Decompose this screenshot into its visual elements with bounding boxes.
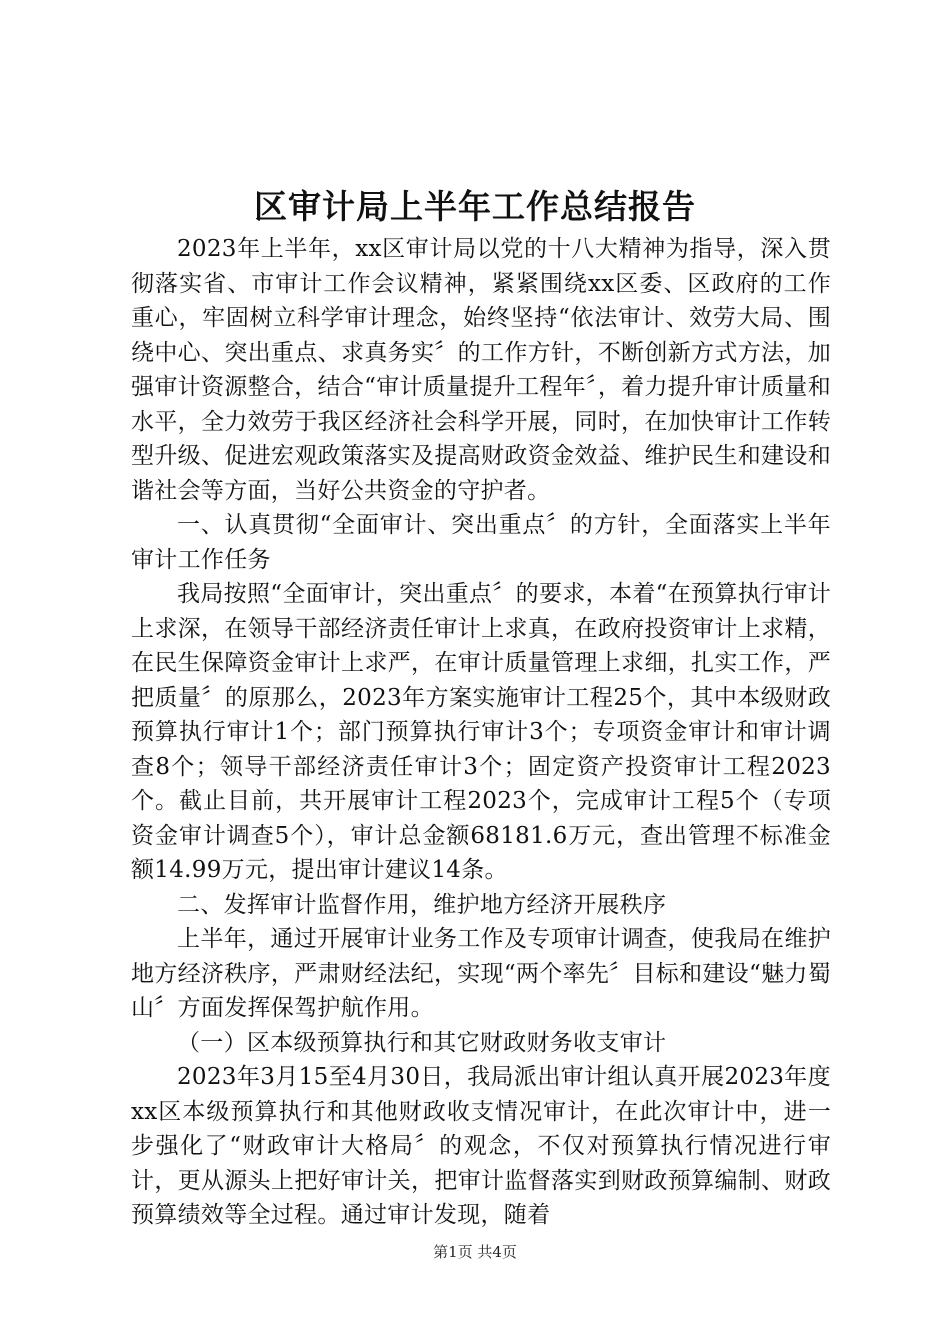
document-body (131, 232, 831, 1233)
paragraph-section-2: 上半年，通过开展审计业务工作及专项审计调查，使我局在维护地方经济秩序，严肃财经法纪，实现“两个率先〞目标和建设“魅力蜀山〞方面发挥保驾护航作用。 (131, 926, 831, 1021)
paragraph-section-1: 我局按照“全面审计，突出重点〞的要求，本着“在预算执行审计上求深，在领导干部经济责任审计上求真，在政府投资审计上求精，在民生保障资金审计上求严，在审计质量管理上求细，扎实工作，严把质量〞的原那么，2023年方案实施审计工程25个，其中本级财政预算执行审计1个；部门预算执行审计3个；专项资金审计和审计调查8个；领导干部经济责任审计3个；固定资产投资审计工程2023个。截止目前，共开展审计工程2023个，完成审计工程5个（专项资金审计调查5个），审计总金额68181.6万元，查出管理不标准金额14.99万元，提出审计建议14条。 (131, 581, 831, 883)
paragraph-intro: 2023年上半年，xx区审计局以党的十八大精神为指导，深入贯彻落实省、市审计工作会议精神，紧紧围绕xx区委、区政府的工作重心，牢固树立科学审计理念，始终坚持“依法审计、效劳大局、围绕中心、突出重点、求真务实〞的工作方针，不断创新方式方法，加强审计资源整合，结合“审计质量提升工程年〞，着力提升审计质量和水平，全力效劳于我区经济社会科学开展，同时，在加快审计工作转型升级、促进宏观政策落实及提高财政资金效益、维护民生和建设和谐社会等方面，当好公共资金的守护者。 (131, 236, 831, 504)
section-heading-2: 二、发挥审计监督作用，维护地方经济开展秩序 (177, 891, 667, 918)
paragraph-subsection-1: 2023年3月15至4月30日，我局派出审计组认真开展2023年度xx区本级预算执行和其他财政收支情况审计，在此次审计中，进一步强化了“财政审计大格局〞的观念，不仅对预算执行情况进行审计，更从源头上把好审计关，把审计监督落实到财政预算编制、财政预算绩效等全过程。通过审计发现，随着 (131, 1064, 831, 1228)
page-footer: 第1页 共4页 (433, 1243, 517, 1261)
section-heading-1: 一、认真贯彻“全面审计、突出重点〞的方针，全面落实上半年审计工作任务 (131, 512, 831, 573)
subsection-heading-1: （一）区本级预算执行和其它财政财务收支审计 (177, 1029, 667, 1056)
document-title: 区审计局上半年工作总结报告 (254, 187, 696, 226)
